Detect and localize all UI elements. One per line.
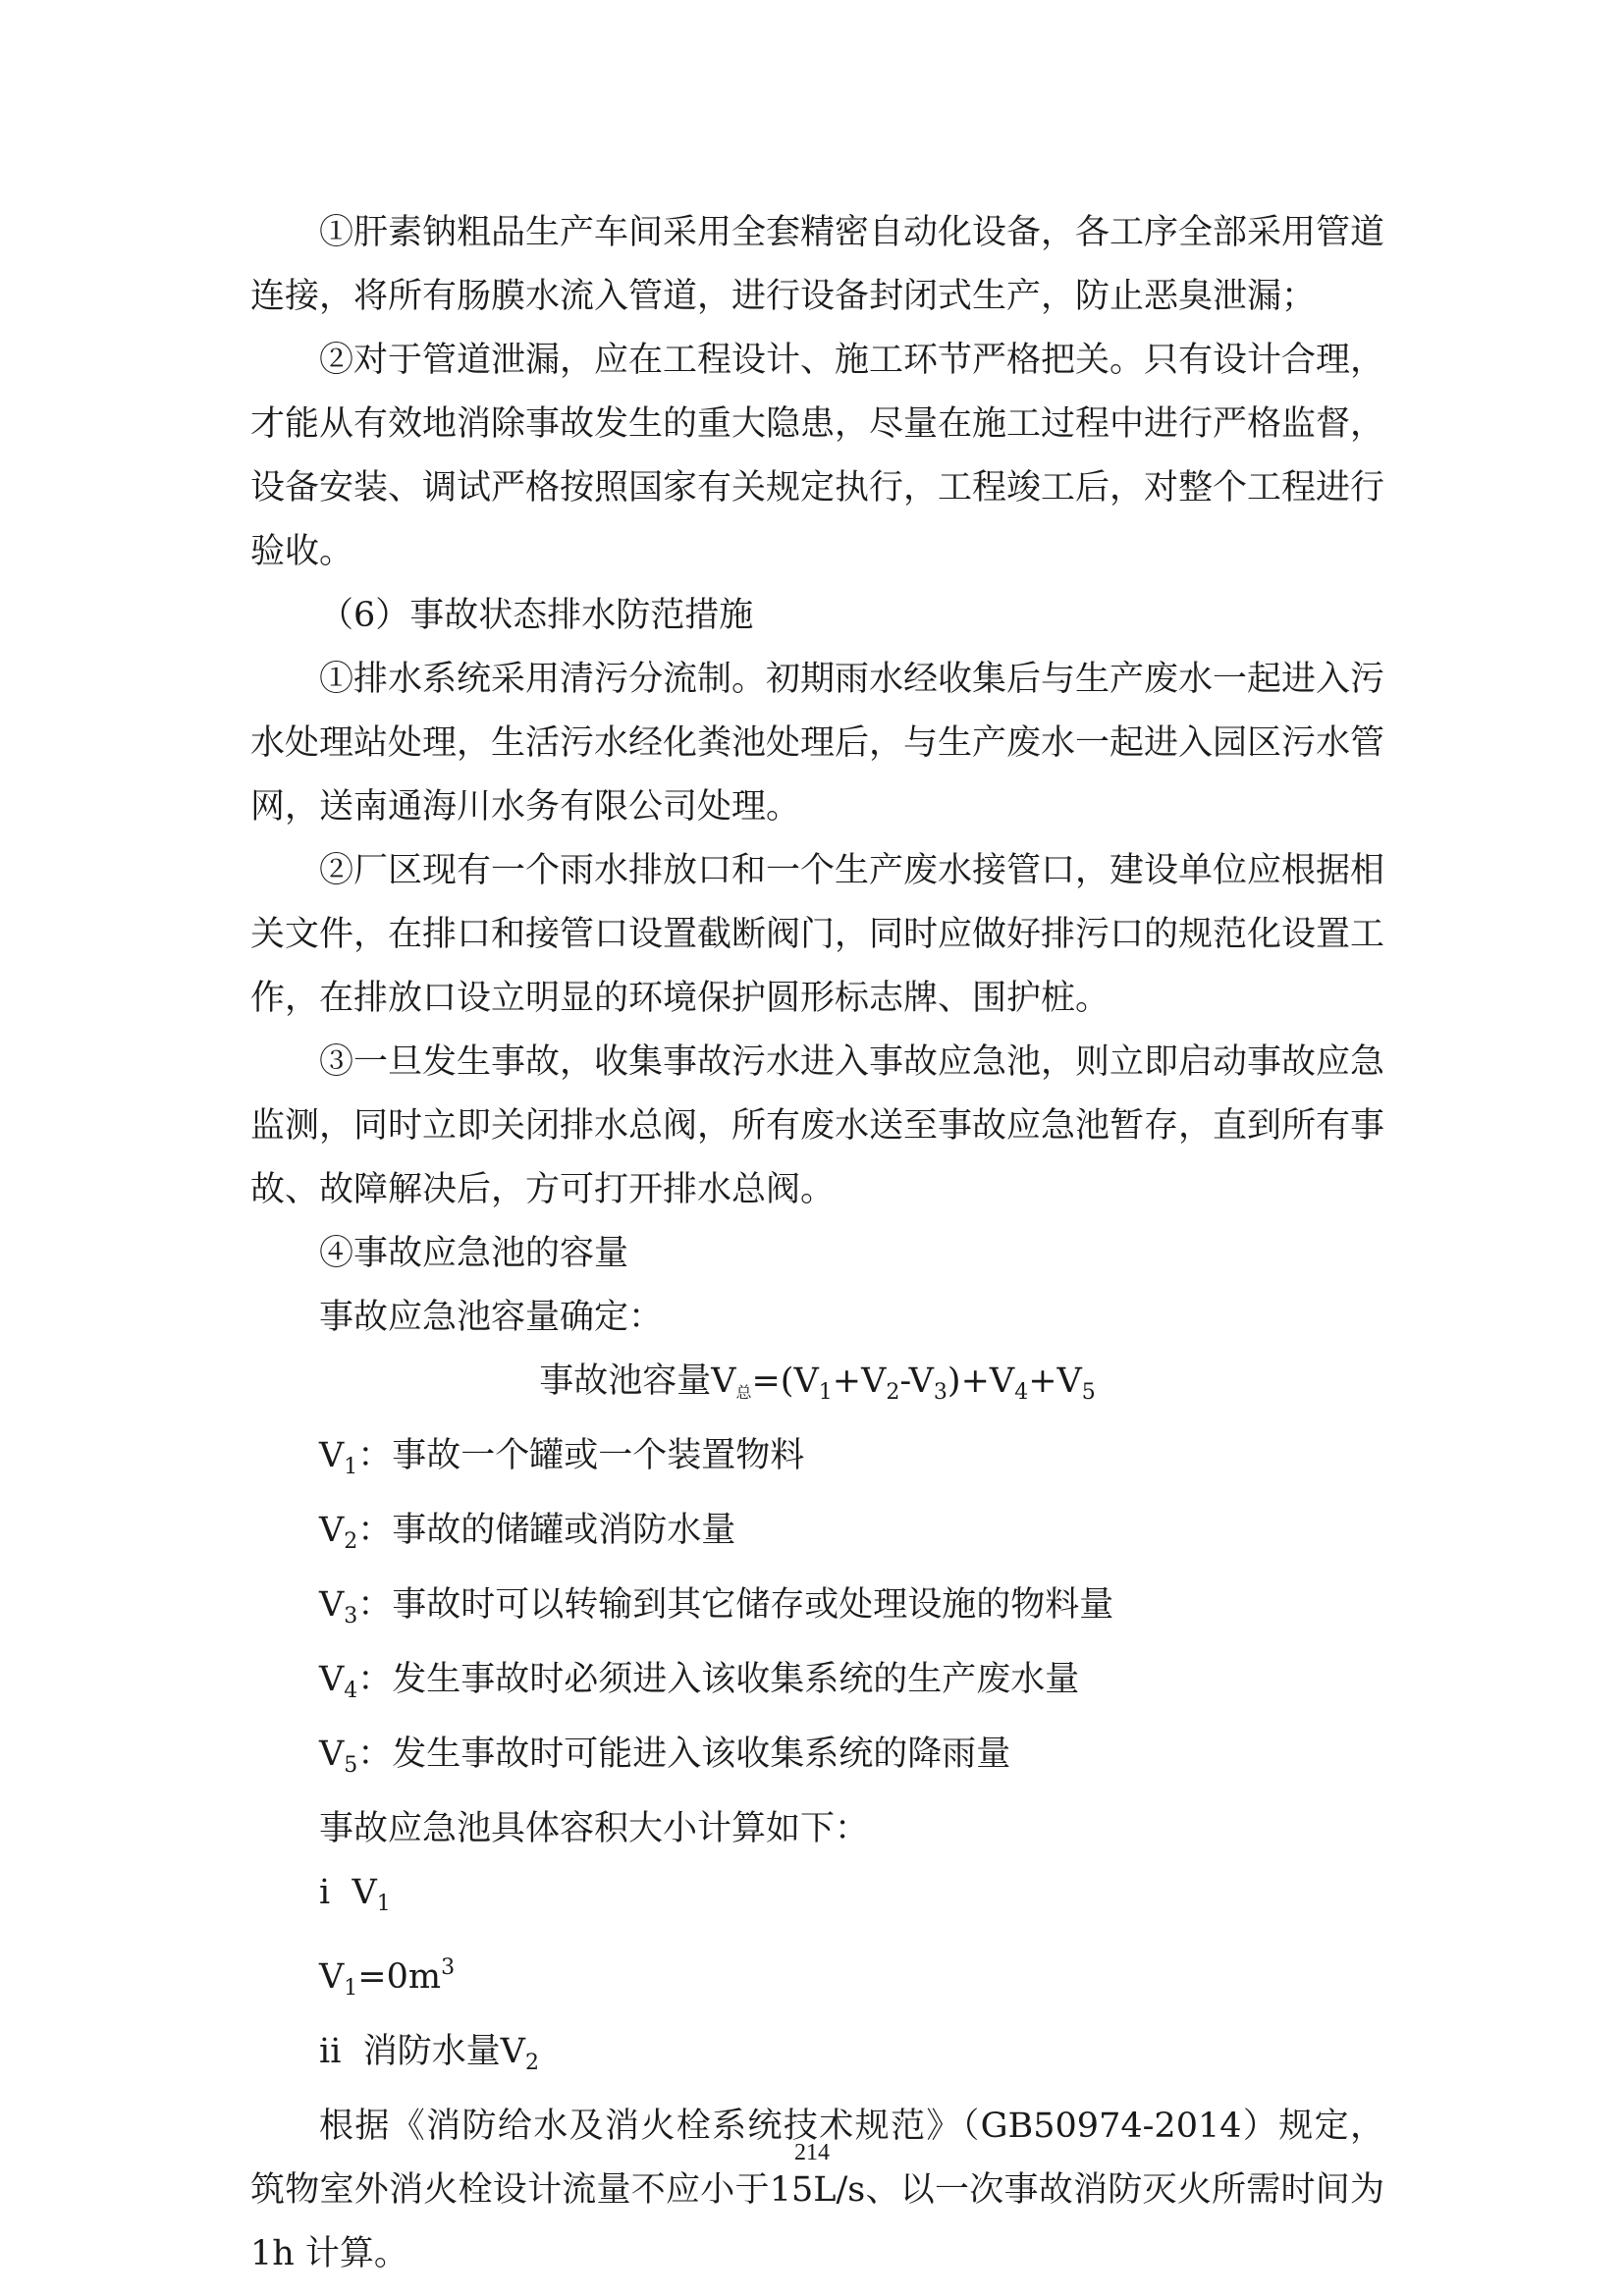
paragraph-3: ①排水系统采用清污分流制。初期雨水经收集后与生产废水一起进入污水处理站处理，生活污水经化粪池处理后，与生产废水一起进入园区污水管网，送南通海川水务有限公司处理。	[250, 660, 1385, 827]
document-page	[250, 201, 1384, 2286]
definition-v3: $V_3$：事故时可以转输到其它储存或处理设施的物料量	[319, 1585, 1114, 1629]
paragraph-last: 根据《消防给水及消火栓系统技术规范》（GB50974-2014）规定，筑物室外消火栓设计流量不应小于15L/s、以一次事故消防灭火所需时间为1h 计算。	[250, 2107, 1384, 2273]
paragraph-4: ②厂区现有一个雨水排放口和一个生产废水接管口，建设单位应根据相关文件，在排口和接管口设置截断阀门，同时应做好排污口的规范化设置工作，在排放口设立明显的环境保护圆形标志牌、围护桩。	[250, 851, 1385, 1018]
paragraph-2: ②对于管道泄漏，应在工程设计、施工环节严格把关。只有设计合理，才能从有效地消除事故发生的重大隐患，尽量在施工过程中进行严格监督，设备安装、调试严格按照国家有关规定执行，工程竣工后，对整个工程进行验收。	[250, 341, 1385, 571]
item-4-title: ④事故应急池的容量	[319, 1234, 629, 1273]
paragraph-5: ③一旦发生事故，收集事故污水进入事故应急池，则立即启动事故应急监测，同时立即关闭排水总阀，所有废水送至事故应急池暂存，直到所有事故、故障解决后，方可打开排水总阀。	[250, 1042, 1385, 1209]
paragraph-1: ①肝素钠粗品生产车间采用全套精密自动化设备，各工序全部采用管道连接，将所有肠膜水流入管道，进行设备封闭式生产，防止恶臭泄漏；	[250, 213, 1385, 316]
calc-v1-value: $V_1=0m^3$	[319, 1955, 456, 2001]
section-heading-6: （6）事故状态排水防范措施	[319, 596, 754, 635]
page-number: 214	[794, 2140, 830, 2165]
calc-item-i: i $V_1$	[319, 1873, 391, 1916]
calc-item-ii: ii 消防水量$V_2$	[319, 2032, 539, 2075]
definition-v1: $V_1$：事故一个罐或一个装置物料	[319, 1436, 805, 1479]
capacity-formula: 事故池容量V总$=(V_1+V_2-V_3)+V_4+V_5$	[539, 1362, 1096, 1405]
capacity-intro: 事故应急池容量确定：	[319, 1298, 664, 1337]
calc-intro: 事故应急池具体容积大小计算如下：	[319, 1809, 870, 1848]
definition-v4: $V_4$：发生事故时必须进入该收集系统的生产废水量	[319, 1660, 1080, 1703]
definition-v2: $V_2$：事故的储罐或消防水量	[319, 1511, 736, 1554]
definition-v5: $V_5$：发生事故时可能进入该收集系统的降雨量	[319, 1735, 1011, 1778]
